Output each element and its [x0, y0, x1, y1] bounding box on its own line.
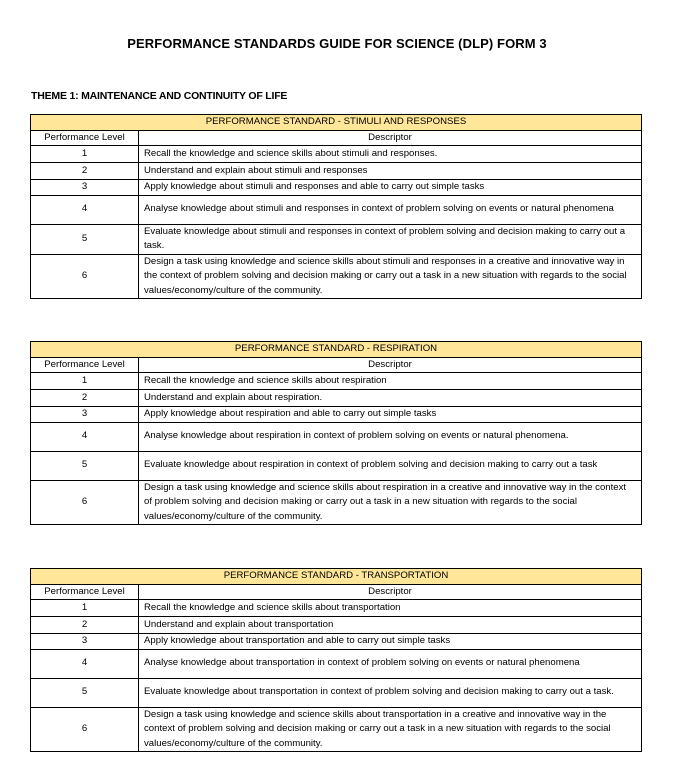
- level-cell: 5: [31, 451, 139, 480]
- descriptor-cell: Understand and explain about stimuli and responses: [139, 163, 642, 180]
- level-cell: 3: [31, 180, 139, 196]
- descriptor-cell: Design a task using knowledge and science skills about respiration in a creative and innovative way in the context of problem solving and decision making or carry out a task in a new situation with regards to the social values/economy/culture of the community.: [139, 480, 642, 525]
- level-cell: 1: [31, 600, 139, 617]
- table-row: [31, 634, 642, 650]
- table-row: [31, 146, 642, 163]
- table-row: [31, 407, 642, 423]
- descriptor-cell: Evaluate knowledge about transportation in context of problem solving and decision making to carry out a task.: [139, 678, 642, 707]
- theme-heading: THEME 1: MAINTENANCE AND CONTINUITY OF LIFE: [31, 90, 288, 102]
- standard-table-stimuli: [30, 114, 642, 299]
- descriptor-cell: Design a task using knowledge and science skills about transportation in a creative and innovative way in the context of problem solving and decision making or carry out a task in a new situation with regards to the social values/economy/culture of the community.: [139, 707, 642, 752]
- level-cell: 6: [31, 254, 139, 299]
- table-row: [31, 678, 642, 707]
- table-row: [31, 617, 642, 634]
- table-row: [31, 373, 642, 390]
- table-title: PERFORMANCE STANDARD - STIMULI AND RESPONSES: [31, 115, 642, 131]
- level-cell: 5: [31, 224, 139, 254]
- level-cell: 4: [31, 422, 139, 451]
- descriptor-cell: Analyse knowledge about respiration in context of problem solving on events or natural phenomena.: [139, 422, 642, 451]
- level-cell: 2: [31, 163, 139, 180]
- level-cell: 4: [31, 195, 139, 224]
- descriptor-cell: Understand and explain about transportation: [139, 617, 642, 634]
- descriptor-cell: Understand and explain about respiration.: [139, 390, 642, 407]
- table-title: PERFORMANCE STANDARD - RESPIRATION: [31, 342, 642, 358]
- descriptor-cell: Design a task using knowledge and science skills about stimuli and responses in a creative and innovative way in the context of problem solving and decision making or carry out a task in a new situation with regards to the social values/economy/culture of the community.: [139, 254, 642, 299]
- level-cell: 4: [31, 649, 139, 678]
- level-cell: 1: [31, 373, 139, 390]
- table-row: [31, 600, 642, 617]
- column-header-descriptor: Descriptor: [139, 357, 642, 373]
- descriptor-cell: Apply knowledge about stimuli and responses and able to carry out simple tasks: [139, 180, 642, 196]
- column-header-descriptor: Descriptor: [139, 584, 642, 600]
- level-cell: 2: [31, 390, 139, 407]
- column-header-level: Performance Level: [31, 357, 139, 373]
- table-title: PERFORMANCE STANDARD - TRANSPORTATION: [31, 569, 642, 585]
- table-row: [31, 224, 642, 254]
- table-row: [31, 707, 642, 752]
- level-cell: 3: [31, 407, 139, 423]
- descriptor-cell: Analyse knowledge about stimuli and responses in context of problem solving on events or natural phenomena: [139, 195, 642, 224]
- descriptor-cell: Recall the knowledge and science skills about respiration: [139, 373, 642, 390]
- standard-table-respiration: [30, 341, 642, 525]
- table-row: [31, 480, 642, 525]
- table-row: [31, 451, 642, 480]
- level-cell: 1: [31, 146, 139, 163]
- column-header-level: Performance Level: [31, 130, 139, 146]
- table-row: [31, 649, 642, 678]
- column-header-level: Performance Level: [31, 584, 139, 600]
- descriptor-cell: Recall the knowledge and science skills about stimuli and responses.: [139, 146, 642, 163]
- descriptor-cell: Apply knowledge about transportation and able to carry out simple tasks: [139, 634, 642, 650]
- table-row: [31, 254, 642, 299]
- level-cell: 3: [31, 634, 139, 650]
- level-cell: 6: [31, 480, 139, 525]
- standard-table-transportation: [30, 568, 642, 752]
- descriptor-cell: Evaluate knowledge about stimuli and responses in context of problem solving and decision making to carry out a task.: [139, 224, 642, 254]
- descriptor-cell: Evaluate knowledge about respiration in context of problem solving and decision making to carry out a task: [139, 451, 642, 480]
- descriptor-cell: Analyse knowledge about transportation in context of problem solving on events or natural phenomena: [139, 649, 642, 678]
- descriptor-cell: Recall the knowledge and science skills about transportation: [139, 600, 642, 617]
- table-row: [31, 390, 642, 407]
- level-cell: 2: [31, 617, 139, 634]
- table-row: [31, 163, 642, 180]
- descriptor-cell: Apply knowledge about respiration and able to carry out simple tasks: [139, 407, 642, 423]
- table-row: [31, 195, 642, 224]
- document-title: PERFORMANCE STANDARDS GUIDE FOR SCIENCE (DLP) FORM 3: [127, 36, 547, 51]
- table-row: [31, 180, 642, 196]
- table-row: [31, 422, 642, 451]
- level-cell: 5: [31, 678, 139, 707]
- column-header-descriptor: Descriptor: [139, 130, 642, 146]
- level-cell: 6: [31, 707, 139, 752]
